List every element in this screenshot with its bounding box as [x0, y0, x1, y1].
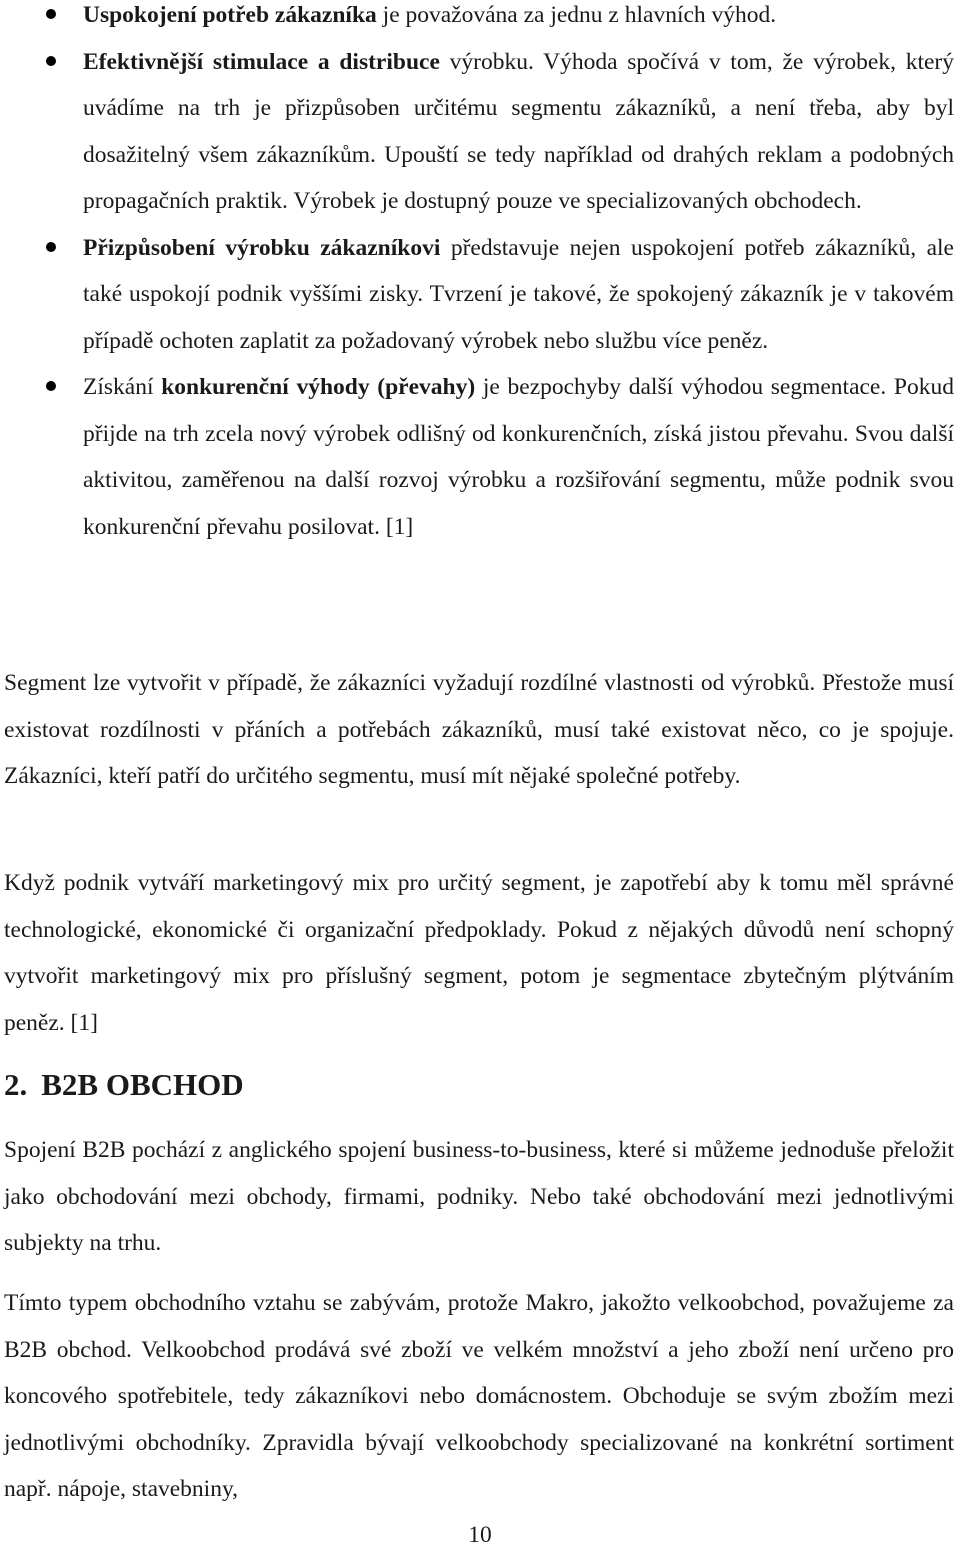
- bullet-icon: [46, 9, 56, 19]
- advantages-list: [0, 0, 960, 550]
- list-item-bold: konkurenční výhody (převahy): [161, 374, 476, 400]
- list-item-bold: Přizpůsobení výrobku zákazníkovi: [83, 234, 441, 261]
- list-item-text: je považována za jednu z hlavních výhod.: [376, 2, 777, 28]
- list-item-text: představuje nejen uspokojení potřeb zákazníků, ale také uspokojí podnik vyššími zisky. Tvrzení je takové, že spokojený zákazník je v takovém případě ochoten zaplatit za požadovaný výrobek nebo službu více peněz.: [83, 234, 954, 354]
- list-item-text: výrobku. Výhoda spočívá v tom, že výrobek, který uvádíme na trh je přizpůsoben určitému segmentu zákazníků, a není třeba, aby byl dosažitelný všem zákazníkům. Upouští se tedy například od drahých reklam a podobných propagačních praktik. Výrobek je dostupný pouze ve specializovaných obchodech.: [83, 48, 954, 214]
- page-number: 10: [468, 1522, 492, 1548]
- list-item-text: je bezpochyby další výhodou segmentace. Pokud přijde na trh zcela nový výrobek odlišný od konkurenčních, získá jistou převahu. Svou další aktivitou, zaměřenou na další rozvoj výrobku a rozšiřování segmentu, může podnik svou konkurenční převahu posilovat. [1]: [83, 374, 954, 540]
- bullet-icon: [46, 56, 56, 66]
- list-item-prefix: Získání: [83, 374, 162, 400]
- paragraph-b2b-makro: Tímto typem obchodního vztahu se zabývám, protože Makro, jakožto velkoobchod, považujeme za B2B obchod. Velkoobchod prodává své zboží ve velkém množství a jeho zboží není určeno pro koncového spotřebitele, tedy zákazníkovi nebo domácnostem. Obchoduje se svým zbožím mezi jednotlivými obchodníky. Zpravidla bývají velkoobchody specializované na konkrétní sortiment např. nápoje, stavebniny,: [4, 1290, 954, 1502]
- paragraph-segment: Segment lze vytvořit v případě, že zákazníci vyžadují rozdílné vlastnosti od výrobků. Přestože musí existovat rozdílnosti v přáních a potřebách zákazníků, musí také existovat něco, co je spojuje. Zákazníci, kteří patří do určitého segmentu, musí mít nějaké společné potřeby.: [4, 670, 954, 789]
- list-item-bold: Efektivnější stimulace a distribuce: [83, 48, 440, 75]
- list-item: [0, 39, 960, 225]
- section-heading: [4, 1060, 244, 1110]
- paragraph-b2b-definition: Spojení B2B pochází z anglického spojení business-to-business, které si můžeme jednoduše přeložit jako obchodování mezi obchody, firmami, podniky. Nebo také obchodování mezi jednotlivými subjekty na trhu.: [4, 1137, 954, 1256]
- bullet-icon: [46, 381, 56, 391]
- bullet-icon: [46, 242, 56, 252]
- list-item: [0, 364, 960, 550]
- section-number: 2.: [4, 1067, 28, 1102]
- list-item: [0, 225, 960, 365]
- list-item: [0, 0, 960, 39]
- paragraph-marketing-mix: Když podnik vytváří marketingový mix pro určitý segment, je zapotřebí aby k tomu měl správné technologické, ekonomické či organizační předpoklady. Pokud z nějakých důvodů není schopný vytvořit marketingový mix pro příslušný segment, potom je segmentace zbytečným plýtváním peněz. [1]: [4, 870, 954, 1036]
- list-item-bold: Uspokojení potřeb zákazníka: [83, 2, 377, 28]
- section-title: B2B OBCHOD: [41, 1067, 244, 1102]
